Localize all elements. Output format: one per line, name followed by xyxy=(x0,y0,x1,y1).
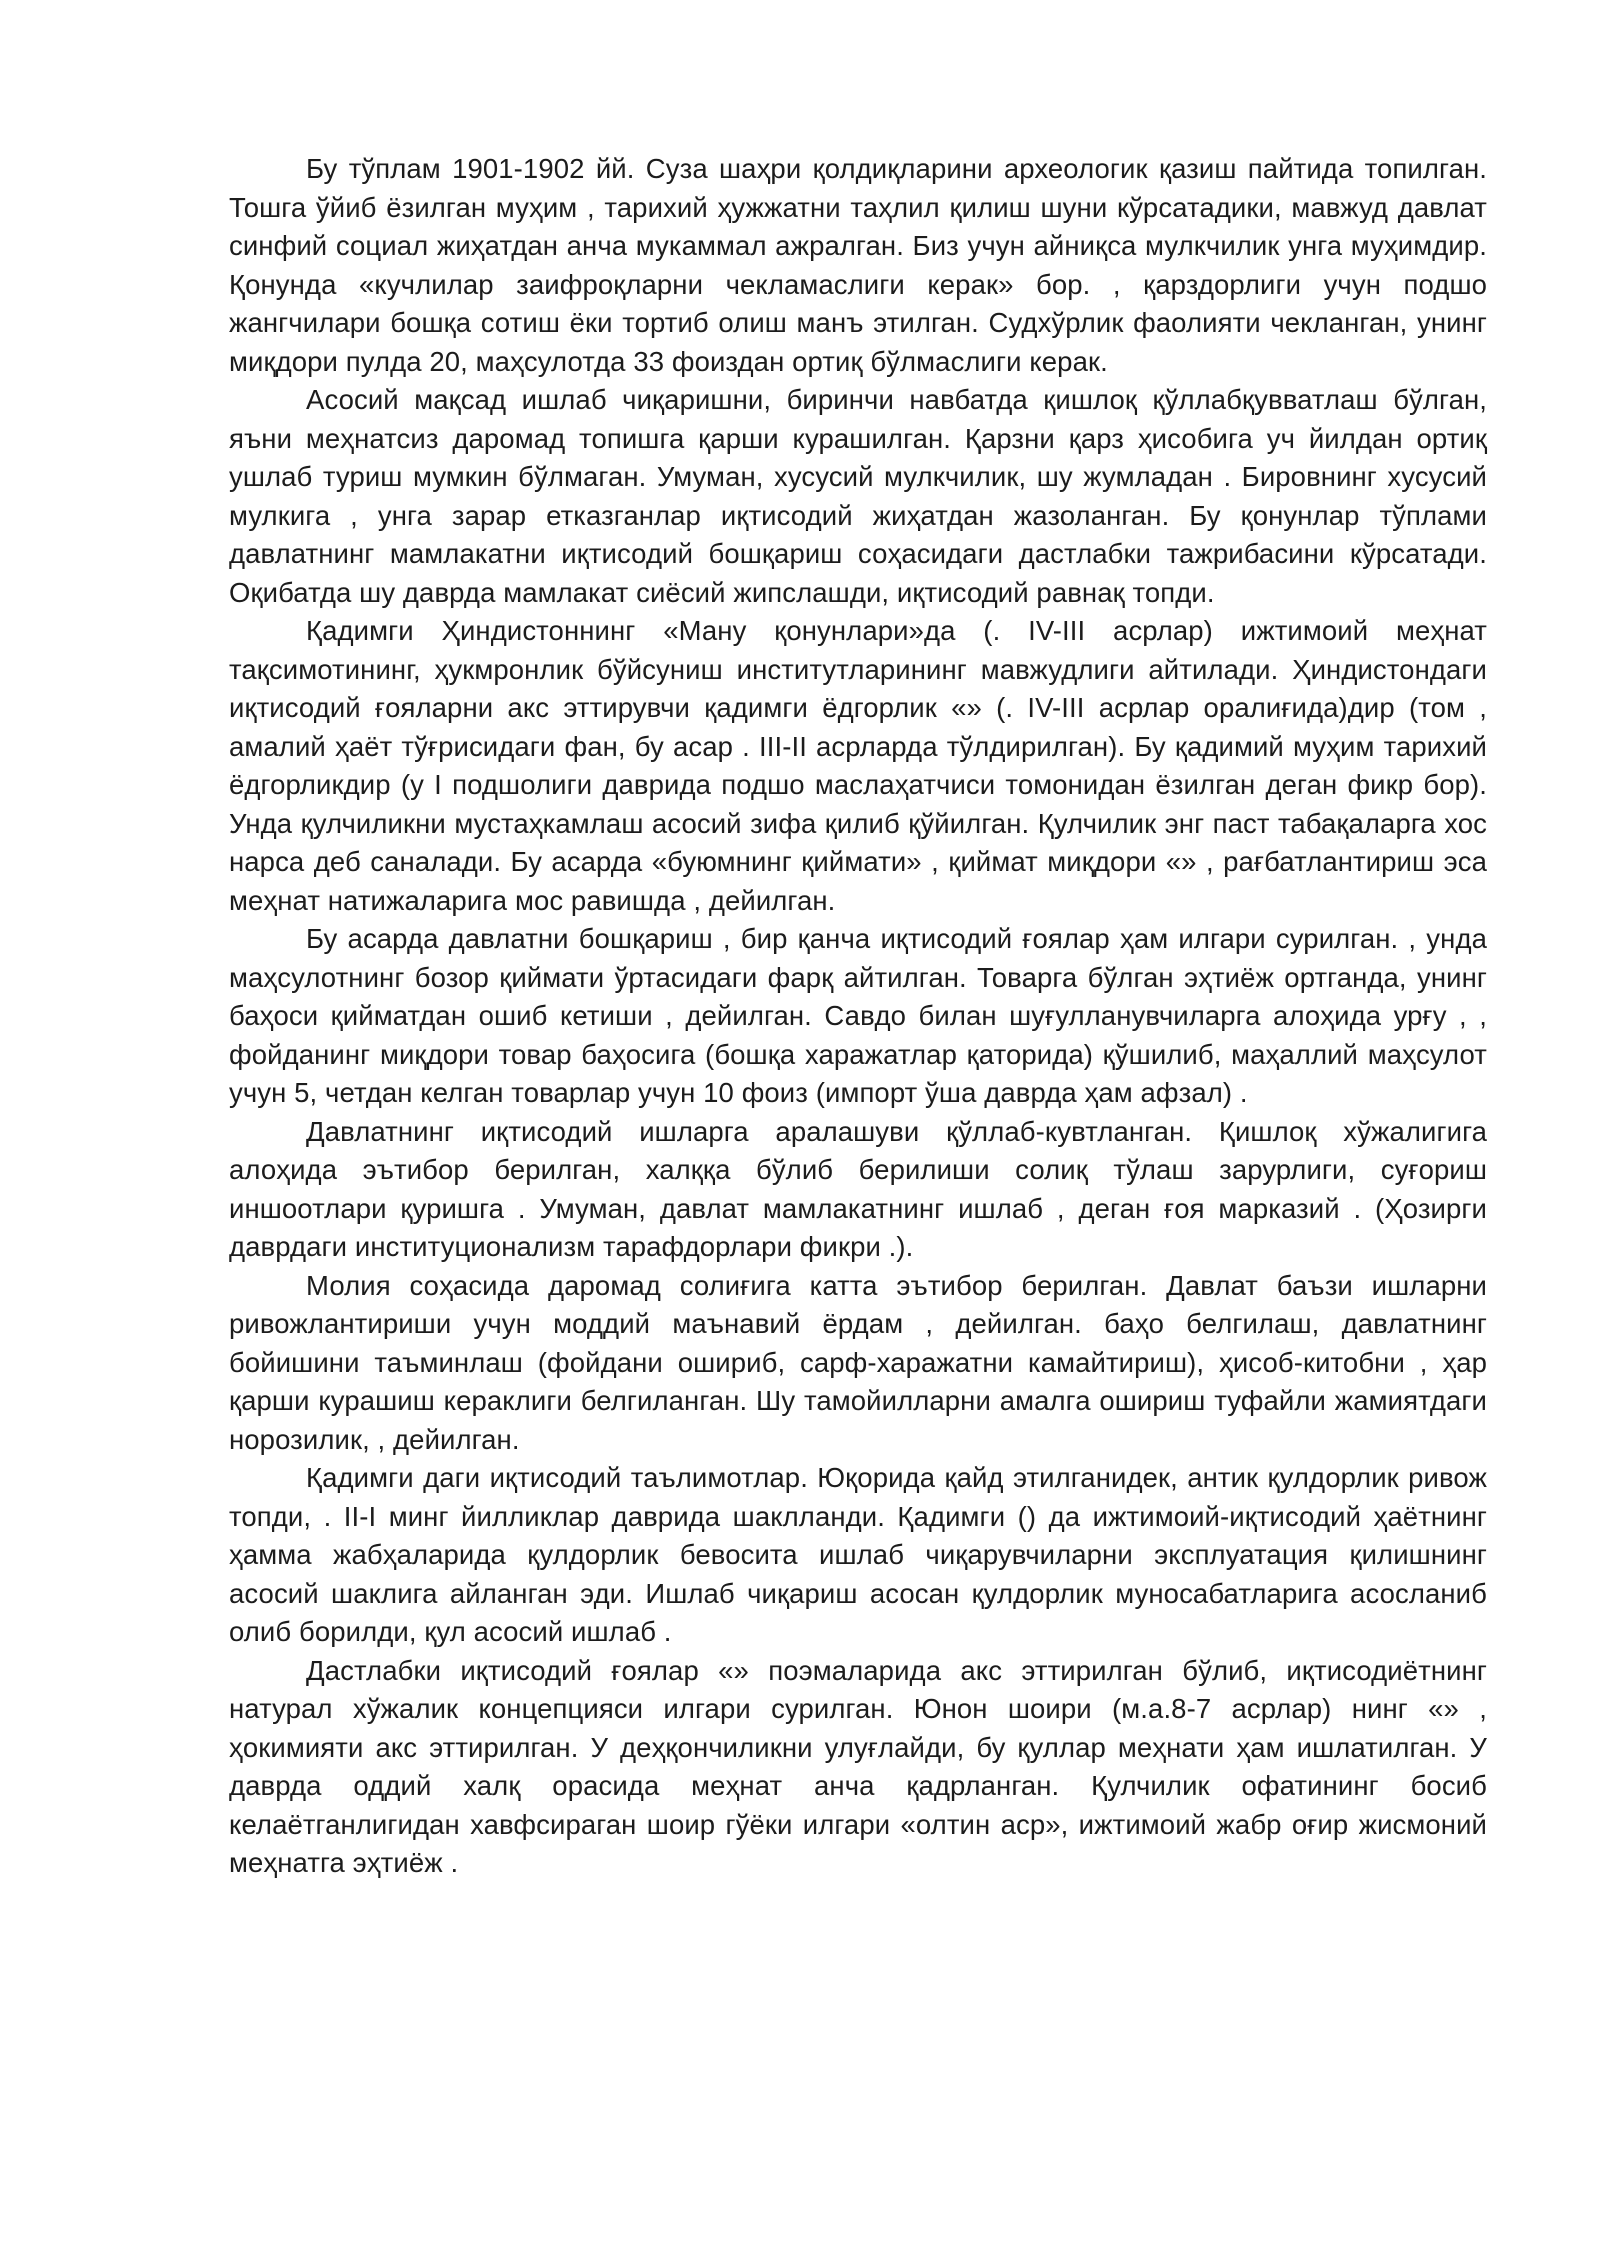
paragraph-1: Бу тўплам 1901-1902 йй. Суза шаҳри қолдиқларини археологик қазиш пайтида топилган. Тошга ўйиб ёзилган муҳим , тарихий ҳужжатни таҳлил қилиш шуни кўрсатадики, мавжуд давлат синфий социал жиҳатдан анча мукаммал ажралган. Биз учун айниқса мулкчилик унга муҳимдир. Қонунда «кучлилар заифроқларни чекламаслиги керак» бор. , қарздорлиги учун подшо жангчилари бошқа сотиш ёки тортиб олиш манъ этилган. Судхўрлик фаолияти чекланган, унинг миқдори пулда 20, маҳсулотда 33 фоиздан ортиқ бўлмаслиги керак. xyxy=(229,153,1487,377)
paragraph-3: Қадимги Ҳиндистоннинг «Ману қонунлари»да (. IV-III асрлар) ижтимоий меҳнат тақсимотининг, ҳукмронлик бўйсуниш институтларининг мавжудлиги айтилади. Ҳиндистондаги иқтисодий ғояларни акс эттирувчи қадимги ёдгорлик «» (. IV-III асрлар оралиғида)дир (том , амалий ҳаёт тўғрисидаги фан, бу асар . III-II асрларда тўлдирилган). Бу қадимий муҳим тарихий ёдгорликдир (у I подшолиги даврида подшо маслаҳатчиси томонидан ёзилган деган фикр бор). Унда қулчиликни мустаҳкамлаш асосий зифа қилиб қўйилган. Қулчилик энг паст табақаларга хос нарса деб саналади. Бу асарда «буюмнинг қиймати» , қиймат миқдори «» , рағбатлантириш эса меҳнат натижаларига мос равишда , дейилган. xyxy=(229,615,1487,916)
paragraph-6: Молия соҳасида даромад солиғига катта эътибор берилган. Давлат баъзи ишларни ривожлантириши учун моддий маънавий ёрдам , дейилган. баҳо белгилаш, давлатнинг бойишини таъминлаш (фойдани ошириб, сарф-харажатни камайтириш), ҳисоб-китобни , ҳар қарши курашиш кераклиги белгиланган. Шу тамойилларни амалга ошириш туфайли жамиятдаги норозилик, , дейилган. xyxy=(229,1269,1487,1455)
paragraph-8: Дастлабки иқтисодий ғоялар «» поэмаларида акс эттирилган бўлиб, иқтисодиётнинг натурал хўжалик концепцияси илгари сурилган. Юнон шоири (м.а.8-7 асрлар) нинг «» , ҳокимияти акс эттирилган. У деҳқончиликни улуғлайди, бу қуллар меҳнати ҳам ишлатилган. У даврда оддий халқ орасида меҳнат анча қадрланган. Қулчилик офатининг босиб келаётганлигидан хавфсираган шоир гўёки илгари «олтин аср», ижтимоий жабр оғир жисмоний меҳнатга эҳтиёж . xyxy=(229,1654,1487,1878)
paragraph-5: Давлатнинг иқтисодий ишларга аралашуви қўллаб-кувтланган. Қишлоқ хўжалигига алоҳида эътибор берилган, халққа бўлиб берилиши солиқ тўлаш зарурлиги, суғориш иншоотлари қуришга . Умуман, давлат мамлакатнинг ишлаб , деган ғоя марказий . (Ҳозирги даврдаги институционализм тарафдорлари фикри .). xyxy=(229,1115,1487,1262)
paragraph-2: Асосий мақсад ишлаб чиқаришни, биринчи навбатда қишлоқ қўллабқувватлаш бўлган, яъни меҳнатсиз даромад топишга қарши курашилган. Қарзни қарз ҳисобига уч йилдан ортиқ ушлаб туриш мумкин бўлмаган. Умуман, хусусий мулкчилик, шу жумладан . Бировнинг хусусий мулкига , унга зарар етказганлар иқтисодий жиҳатдан жазоланган. Бу қонунлар тўплами давлатнинг мамлакатни иқтисодий бошқариш соҳасидаги дастлабки тажрибасини кўрсатади. Оқибатда шу даврда мамлакат сиёсий жипслашди, иқтисодий равнақ топди. xyxy=(229,384,1487,608)
paragraph-7: Қадимги даги иқтисодий таълимотлар. Юқорида қайд этилганидек, антик қулдорлик ривож топди, . II-I минг йилликлар даврида шаклланди. Қадимги () да ижтимоий-иқтисодий ҳаётнинг ҳамма жабҳаларида қулдорлик бевосита ишлаб чиқарувчиларни эксплуатация қилишнинг асосий шаклига айланган эди. Ишлаб чиқариш асосан қулдорлик муносабатларига асосланиб олиб борилди, қул асосий ишлаб . xyxy=(229,1462,1487,1647)
document-body xyxy=(229,150,1487,1883)
paragraph-4: Бу асарда давлатни бошқариш , бир қанча иқтисодий ғоялар ҳам илгари сурилган. , унда маҳсулотнинг бозор қиймати ўртасидаги фарқ айтилган. Товарга бўлган эҳтиёж ортганда, унинг баҳоси қийматдан ошиб кетиши , дейилган. Савдо билан шуғулланувчиларга алоҳида урғу , , фойданинг миқдори товар баҳосига (бошқа харажатлар қаторида) қўшилиб, маҳаллий маҳсулот учун 5, четдан келган товарлар учун 10 фоиз (импорт ўша даврда ҳам афзал) . xyxy=(229,923,1487,1108)
